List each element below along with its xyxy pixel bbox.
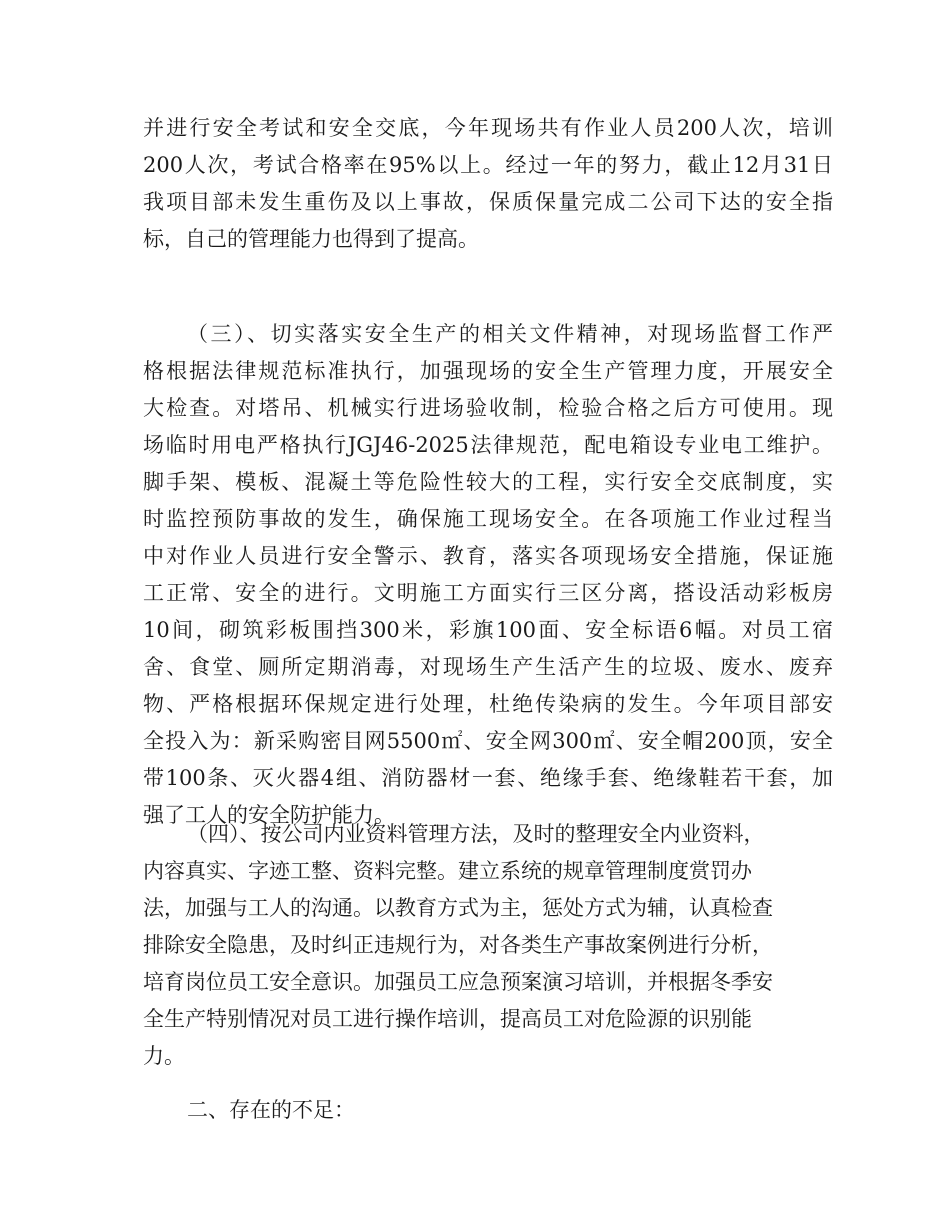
text-line: 并进行安全考试和安全交底，今年现场共有作业人员200人次，培训 <box>143 116 833 140</box>
text-line: 排除安全隐患，及时纠正违规行为，对各类生产事故案例进行分析， <box>143 933 773 957</box>
text-line: 物、严格根据环保规定进行处理，杜绝传染病的发生。今年项目部安 <box>143 692 833 716</box>
text-line: 强了工人的安全防护能力。 <box>143 803 395 827</box>
paragraph-section-three <box>143 316 833 834</box>
paragraph-section-four <box>143 816 833 1075</box>
text-line: 舍、食堂、厕所定期消毒，对现场生产生活产生的垃圾、废水、废弃 <box>143 655 833 679</box>
text-line: 脚手架、模板、混凝土等危险性较大的工程，实行安全交底制度，实 <box>143 470 833 494</box>
text-line: 全投入为：新采购密目网5500㎡、安全网300㎡、安全帽200顶，安全 <box>143 729 833 753</box>
text-line: 格根据法律规范标准执行，加强现场的安全生产管理力度，开展安全 <box>143 359 833 383</box>
section-heading-shortcomings <box>143 1092 833 1129</box>
text-line: 工正常、安全的进行。文明施工方面实行三区分离，搭设活动彩板房 <box>143 581 833 605</box>
heading-line: 二、存在的不足： <box>187 1098 355 1122</box>
text-line: 内容真实、字迹工整、资料完整。建立系统的规章管理制度赏罚办 <box>143 859 752 883</box>
text-line: 时监控预防事故的发生，确保施工现场安全。在各项施工作业过程当 <box>143 507 833 531</box>
text-line: 大检查。对塔吊、机械实行进场验收制，检验合格之后方可使用。现 <box>143 396 833 420</box>
paragraph-safety-training <box>143 110 833 258</box>
text-line: 场临时用电严格执行JGJ46-2025法律规范，配电箱设专业电工维护。 <box>143 433 833 457</box>
text-line: 全生产特别情况对员工进行操作培训，提高员工对危险源的识别能 <box>143 1007 752 1031</box>
text-line: 中对作业人员进行安全警示、教育，落实各项现场安全措施，保证施 <box>143 544 833 568</box>
text-line: 培育岗位员工安全意识。加强员工应急预案演习培训，并根据冬季安 <box>143 970 773 994</box>
text-line: 10间，砌筑彩板围挡300米，彩旗100面、安全标语6幅。对员工宿 <box>143 618 833 642</box>
text-line: （三）、切实落实安全生产的相关文件精神，对现场监督工作严 <box>187 322 833 346</box>
text-line: 带100条、灭火器4组、消防器材一套、绝缘手套、绝缘鞋若干套，加 <box>143 766 833 790</box>
text-line: 我项目部未发生重伤及以上事故，保质保量完成二公司下达的安全指 <box>143 190 833 214</box>
text-line: 力。 <box>143 1044 185 1068</box>
text-line: 200人次，考试合格率在95%以上。经过一年的努力，截止12月31日 <box>143 153 833 177</box>
text-line: 标，自己的管理能力也得到了提高。 <box>143 227 479 251</box>
text-line: （四）、按公司内业资料管理方法，及时的整理安全内业资料， <box>187 822 765 846</box>
text-line: 法，加强与工人的沟通。以教育方式为主，惩处方式为辅，认真检查 <box>143 896 773 920</box>
